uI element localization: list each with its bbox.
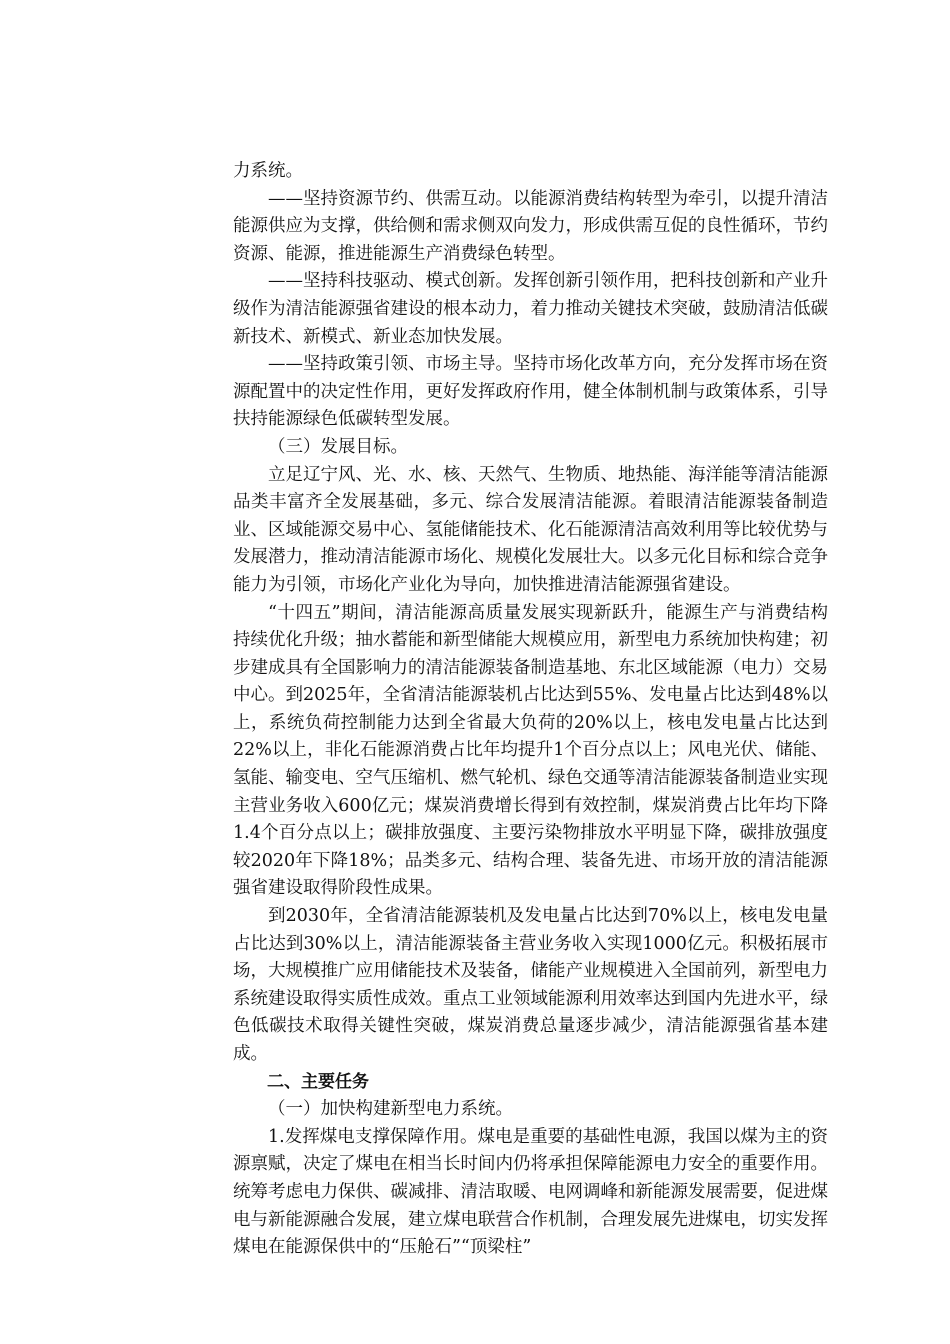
document-page — [233, 158, 828, 1262]
paragraph-14th-five-year: “十四五”期间，清洁能源高质量发展实现新跃升，能源生产与消费结构持续优化升级；抽水蓄能和新型储能大规模应用，新型电力系统加快构建；初步建成具有全国影响力的清洁能源装备制造基地、东北区域能源（电力）交易中心。到2025年，全省清洁能源装机占比达到55%、发电量占比达到48%以上，系统负荷控制能力达到全省最大负荷的20%以上，核电发电量占比达到22%以上，非化石能源消费占比年均提升1个百分点以上；风电光伏、储能、氢能、输变电、空气压缩机、燃气轮机、绿色交通等清洁能源装备制造业实现主营业务收入600亿元；煤炭消费增长得到有效控制，煤炭消费占比年均下降1.4个百分点以上；碳排放强度、主要污染物排放水平明显下降，碳排放强度较2020年下降18%；品类多元、结构合理、装备先进、市场开放的清洁能源强省建设取得阶段性成果。 — [233, 602, 828, 899]
section-heading-main-tasks: 二、主要任务 — [267, 1071, 369, 1092]
paragraph-principle-resource-saving: ——坚持资源节约、供需互动。以能源消费结构转型为牵引，以提升清洁能源供应为支撑，供给侧和需求侧双向发力，形成供需互促的良性循环，节约资源、能源，推进能源生产消费绿色转型。 — [233, 188, 828, 264]
paragraph-2030-goals: 到2030年，全省清洁能源装机及发电量占比达到70%以上，核电发电量占比达到30%以上，清洁能源装备主营业务收入实现1000亿元。积极拓展市场，大规模推广应用储能技术及装备，储能产业规模进入全国前列，新型电力系统建设取得实质性成效。重点工业领域能源利用效率达到国内先进水平，绿色低碳技术取得关键性突破，煤炭消费总量逐步减少，清洁能源强省基本建成。 — [233, 906, 828, 1064]
subheading-power-system: （一）加快构建新型电力系统。 — [268, 1099, 513, 1120]
paragraph-coal-power: 1.发挥煤电支撑保障作用。煤电是重要的基础性电源，我国以煤为主的资源禀赋，决定了煤电在相当长时间内仍将承担保障能源电力安全的重要作用。统筹考虑电力保供、碳减排、清洁取暖、电网调峰和新能源发展需要，促进煤电与新能源融合发展，建立煤电联营合作机制，合理发展先进煤电，切实发挥煤电在能源保供中的“压舱石”“顶梁柱” — [233, 1126, 828, 1258]
subheading-development-goals: （三）发展目标。 — [268, 436, 408, 457]
paragraph-principle-tech-driven: ——坚持科技驱动、模式创新。发挥创新引领作用，把科技创新和产业升级作为清洁能源强省建设的根本动力，着力推动关键技术突破，鼓励清洁低碳新技术、新模式、新业态加快发展。 — [233, 271, 828, 347]
paragraph-continuation: 力系统。 — [233, 161, 303, 181]
paragraph-foundation: 立足辽宁风、光、水、核、天然气、生物质、地热能、海洋能等清洁能源品类丰富齐全发展基础，多元、综合发展清洁能源。着眼清洁能源装备制造业、区域能源交易中心、氢能储能技术、化石能源清洁高效利用等比较优势与发展潜力，推动清洁能源市场化、规模化发展壮大。以多元化目标和综合竞争能力为引领，市场化产业化为导向，加快推进清洁能源强省建设。 — [233, 464, 828, 595]
paragraph-principle-policy-market: ——坚持政策引领、市场主导。坚持市场化改革方向，充分发挥市场在资源配置中的决定性作用，更好发挥政府作用，健全体制机制与政策体系，引导扶持能源绿色低碳转型发展。 — [233, 354, 828, 430]
